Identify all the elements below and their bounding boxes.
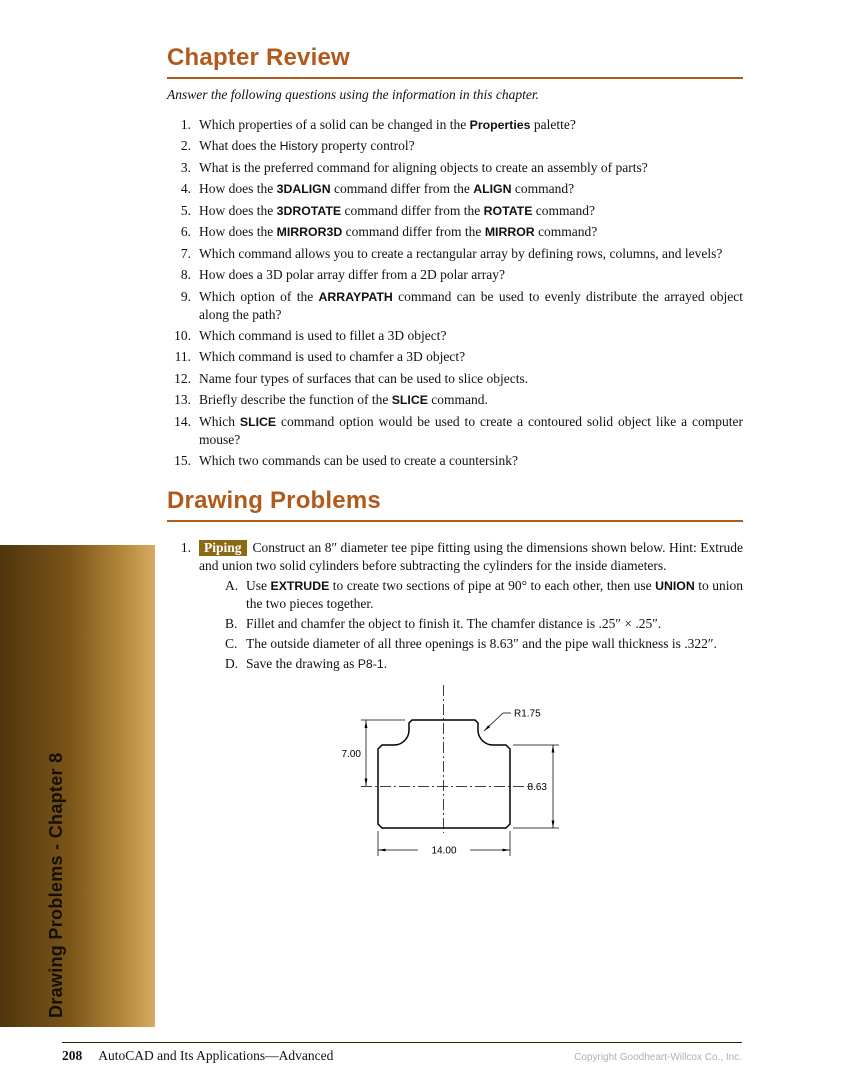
problem-row bbox=[167, 539, 743, 874]
footer bbox=[62, 1042, 742, 1064]
question-row bbox=[167, 116, 743, 134]
question-number: 3. bbox=[180, 159, 191, 175]
question-row bbox=[167, 180, 743, 198]
question-row bbox=[167, 452, 743, 470]
drawing-problems-title: Drawing Problems bbox=[167, 487, 743, 522]
question-text: How does the MIRROR3D command differ from the MIRROR command? bbox=[199, 224, 598, 240]
question-row bbox=[167, 266, 743, 284]
step-row bbox=[199, 635, 743, 653]
footer-left bbox=[62, 1048, 333, 1064]
question-row bbox=[167, 288, 743, 324]
drawing-problems-section bbox=[167, 487, 743, 874]
question-text: What does the History property control? bbox=[199, 138, 415, 154]
question-number: 4. bbox=[180, 181, 191, 197]
dimension-700 bbox=[361, 720, 405, 786]
problem-intro-text: Construct an 8″ diameter tee pipe fitting using the dimensions shown below. Hint: Extrude and union two solid cylinders before subtracting the cylinders for the inside diameters. bbox=[199, 540, 743, 574]
sidebar-tab bbox=[0, 545, 155, 1027]
step-text: Use EXTRUDE to create two sections of pipe at 90° to each other, then use UNION to union the two pieces together. bbox=[246, 578, 743, 612]
dim-label-diameter: 8.63 bbox=[527, 781, 547, 793]
question-number: 12. bbox=[174, 370, 191, 386]
step-letter: C. bbox=[225, 635, 238, 651]
question-row bbox=[167, 223, 743, 241]
question-row bbox=[167, 370, 743, 388]
dim-label-height: 7.00 bbox=[341, 748, 361, 760]
book-title: AutoCAD and Its Applications—Advanced bbox=[98, 1048, 334, 1063]
dim-label-width: 14.00 bbox=[431, 845, 457, 857]
question-text: Which command allows you to create a rectangular array by defining rows, columns, and levels? bbox=[199, 245, 723, 261]
question-number: 6. bbox=[180, 224, 191, 240]
question-text: How does the 3DALIGN command differ from the ALIGN command? bbox=[199, 181, 575, 197]
question-text: Which option of the ARRAYPATH command can be used to evenly distribute the arrayed object along the path? bbox=[199, 288, 743, 322]
question-number: 14. bbox=[174, 413, 191, 429]
question-row bbox=[167, 391, 743, 409]
question-row bbox=[167, 202, 743, 220]
figure-container bbox=[333, 683, 743, 874]
question-number: 8. bbox=[180, 267, 191, 283]
question-text: Which two commands can be used to create a countersink? bbox=[199, 453, 519, 469]
question-number: 10. bbox=[174, 328, 191, 344]
question-row bbox=[167, 413, 743, 449]
question-row bbox=[167, 245, 743, 263]
sidebar-label: Drawing Problems - Chapter 8 bbox=[46, 752, 66, 1018]
step-letter: B. bbox=[225, 616, 238, 632]
copyright-text: Copyright Goodheart-Willcox Co., Inc. bbox=[574, 1052, 742, 1063]
problem-intro bbox=[199, 539, 743, 575]
question-text: Which command is used to chamfer a 3D object? bbox=[199, 349, 466, 365]
question-row bbox=[167, 348, 743, 366]
problem-badge: Piping bbox=[199, 540, 247, 556]
question-row bbox=[167, 327, 743, 345]
dimension-arrows bbox=[365, 720, 555, 851]
step-letter: D. bbox=[225, 655, 239, 671]
dim-label-radius: R1.75 bbox=[514, 708, 541, 720]
step-row bbox=[199, 655, 743, 673]
question-text: What is the preferred command for aligning objects to create an assembly of parts? bbox=[199, 159, 648, 175]
question-number: 5. bbox=[180, 202, 191, 218]
question-number: 1. bbox=[180, 117, 191, 132]
step-row bbox=[199, 615, 743, 633]
question-list bbox=[167, 116, 743, 470]
question-number: 9. bbox=[180, 288, 191, 304]
question-text: How does the 3DROTATE command differ from the ROTATE command? bbox=[199, 202, 596, 218]
step-text: The outside diameter of all three openings is 8.63″ and the pipe wall thickness is .322″. bbox=[246, 635, 717, 651]
tee-pipe-figure bbox=[333, 683, 573, 869]
step-row bbox=[199, 577, 743, 613]
question-number: 15. bbox=[174, 453, 191, 469]
step-list bbox=[199, 577, 743, 673]
problem-body bbox=[199, 539, 743, 874]
question-text: How does a 3D polar array differ from a 2D polar array? bbox=[199, 267, 505, 283]
question-text: Briefly describe the function of the SLICE command. bbox=[199, 392, 488, 408]
question-text: Name four types of surfaces that can be used to slice objects. bbox=[199, 370, 529, 386]
question-row bbox=[167, 137, 743, 155]
question-text: Which properties of a solid can be changed in the Properties palette? bbox=[199, 117, 576, 132]
question-number: 7. bbox=[180, 245, 191, 261]
step-text: Save the drawing as P8-1. bbox=[246, 655, 388, 671]
step-letter: A. bbox=[225, 578, 239, 594]
step-text: Fillet and chamfer the object to finish it. The chamfer distance is .25″ × .25″. bbox=[246, 616, 662, 632]
question-number: 13. bbox=[174, 392, 191, 408]
question-number: 11. bbox=[174, 349, 191, 365]
chapter-review-title: Chapter Review bbox=[167, 44, 743, 79]
question-text: Which command is used to fillet a 3D object? bbox=[199, 328, 447, 344]
page-number: 208 bbox=[62, 1048, 83, 1063]
question-row bbox=[167, 159, 743, 177]
problem-number: 1. bbox=[180, 540, 191, 556]
question-number: 2. bbox=[180, 138, 191, 154]
question-text: Which SLICE command option would be used to create a contoured solid object like a computer mouse? bbox=[199, 413, 743, 447]
tee-outline bbox=[378, 720, 510, 828]
chapter-review-intro: Answer the following questions using the information in this chapter. bbox=[167, 87, 540, 102]
main-column bbox=[167, 44, 743, 874]
